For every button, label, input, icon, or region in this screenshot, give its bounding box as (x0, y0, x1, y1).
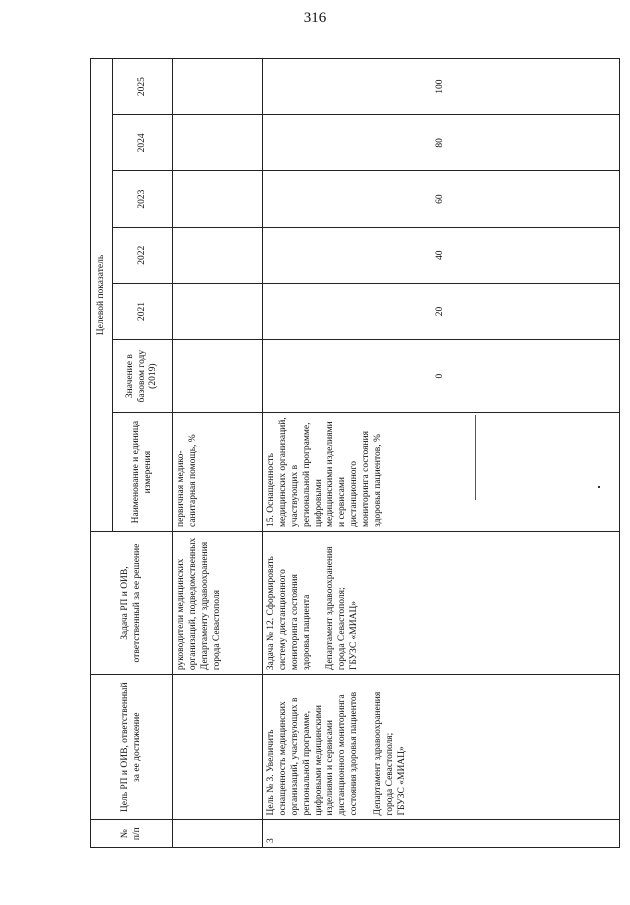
header-2022: 2022 (113, 227, 173, 283)
cell-2021: 20 (263, 283, 620, 339)
header-2021: 2021 (113, 283, 173, 339)
table-row (173, 59, 263, 848)
cell-2025: 100 (263, 59, 620, 115)
header-indicator-name: Наименование и единица измерения (113, 413, 173, 532)
target-indicators-table (90, 58, 620, 848)
page-number: 316 (303, 10, 327, 26)
header-num: № п/п (91, 820, 173, 848)
cell-2022: 40 (263, 227, 620, 283)
cell-indicator: первичная медико-санитарная помощь, % (173, 413, 263, 532)
header-2023: 2023 (113, 171, 173, 227)
cell-2024 (173, 115, 263, 171)
header-base-year: Значение в базовом году (2019) (113, 340, 173, 413)
cell-base: 0 (263, 340, 620, 413)
header-task: Задача РП и ОИВ, ответственный за ее решение (91, 532, 173, 675)
cell-task: руководители медицинских организаций, подведомственных Департаменту здравоохранения города Севастополя (173, 532, 263, 675)
cell-2022 (173, 227, 263, 283)
scan-mark-line (475, 415, 476, 500)
scan-mark-dot (598, 486, 600, 488)
rotated-table-container (90, 58, 620, 848)
header-goal: Цель РП и ОИВ, ответственный за ее достижение (91, 675, 173, 820)
cell-goal: Цель № 3. Увеличить оснащенность медицинских организаций, участвующих в региональной программе, цифровыми медицинскими изделиями и сервисами дистанционного мониторинга состояния здоровья пациентов Департамент здравоохранения города Севастополя; ГБУЗС «МИАЦ» (263, 675, 620, 820)
cell-2024: 80 (263, 115, 620, 171)
header-2024: 2024 (113, 115, 173, 171)
cell-num (173, 820, 263, 848)
cell-indicator: 15. Оснащенность медицинских организаций, участвующих в региональной программе, цифровыми медицинскими изделиями и сервисами дистанционного мониторинга состояния здоровья пациентов, % (263, 413, 620, 532)
table-row (263, 59, 620, 848)
header-target-indicator: Целевой показатель (91, 59, 113, 532)
cell-2023 (173, 171, 263, 227)
cell-2021 (173, 283, 263, 339)
cell-num: 3 (263, 820, 620, 848)
cell-base (173, 340, 263, 413)
cell-task: Задача № 12. Сформировать систему дистанционного мониторинга состояния здоровья пациента Департамент здравоохранения города Севастополя; ГБУЗС «МИАЦ» (263, 532, 620, 675)
cell-2025 (173, 59, 263, 115)
header-2025: 2025 (113, 59, 173, 115)
cell-goal (173, 675, 263, 820)
cell-2023: 60 (263, 171, 620, 227)
